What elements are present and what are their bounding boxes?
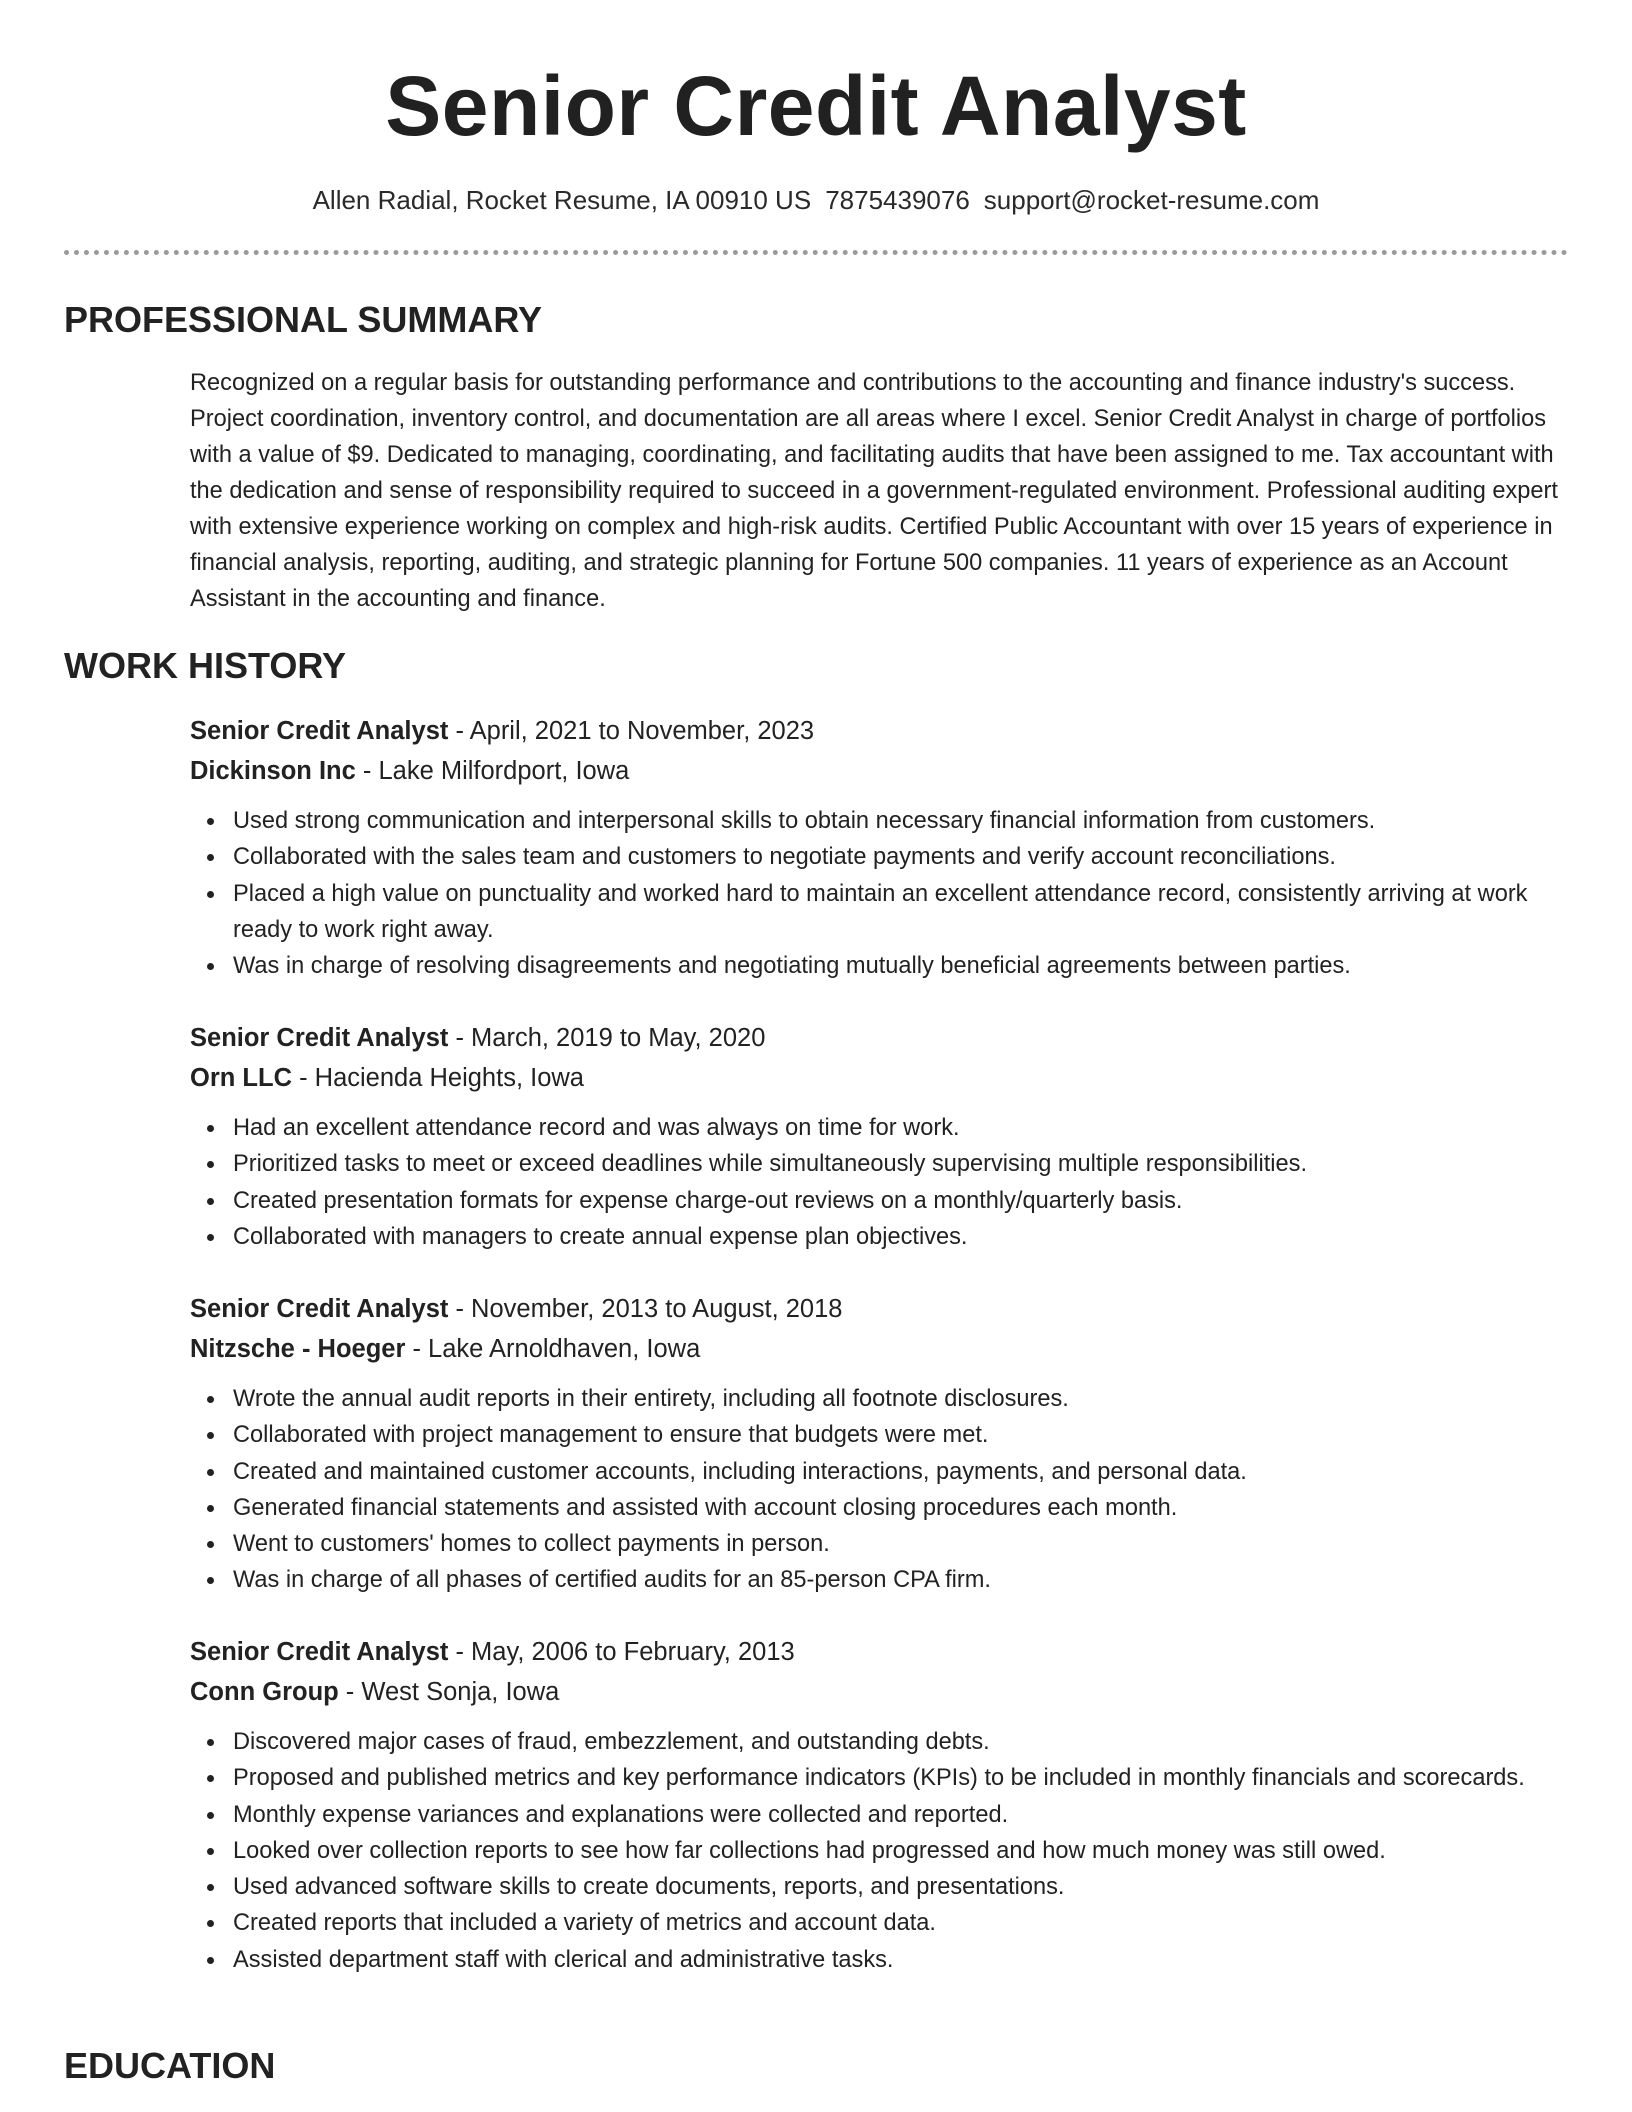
job-entry <box>190 1018 1565 1255</box>
job-bullet: Collaborated with managers to create annual expense plan objectives. <box>190 1219 1565 1255</box>
job-bullet: Prioritized tasks to meet or exceed deadlines while simultaneously supervising multiple responsibilities. <box>190 1146 1565 1182</box>
job-bullet: Collaborated with the sales team and customers to negotiate payments and verify account reconciliations. <box>190 839 1565 875</box>
contact-address: Allen Radial, Rocket Resume, IA 00910 US <box>312 185 812 215</box>
header-divider <box>64 250 1568 255</box>
job-bullet: Was in charge of all phases of certified audits for an 85-person CPA firm. <box>190 1562 1565 1598</box>
job-bullet: Used strong communication and interpersonal skills to obtain necessary financial information from customers. <box>190 803 1565 839</box>
job-company-line <box>190 1672 1565 1712</box>
job-title-line <box>190 711 1565 751</box>
job-bullet: Looked over collection reports to see how far collections had progressed and how much money was still owed. <box>190 1833 1565 1869</box>
job-bullet: Created presentation formats for expense charge-out reviews on a monthly/quarterly basis. <box>190 1183 1565 1219</box>
job-bullet: Generated financial statements and assisted with account closing procedures each month. <box>190 1490 1565 1526</box>
job-bullet: Placed a high value on punctuality and worked hard to maintain an excellent attendance record, consistently arriving at work ready to work right away. <box>190 876 1565 949</box>
job-bullets <box>190 1724 1565 1978</box>
job-entry <box>190 1632 1565 1978</box>
section-title-work-history: WORK HISTORY <box>64 645 347 686</box>
job-bullet: Created and maintained customer accounts, including interactions, payments, and personal data. <box>190 1454 1565 1490</box>
contact-email: support@rocket-resume.com <box>983 185 1320 215</box>
section-title-summary: PROFESSIONAL SUMMARY <box>64 299 543 340</box>
job-title-line <box>190 1018 1565 1058</box>
job-title: Senior Credit Analyst <box>190 1024 449 1052</box>
job-location: - Lake Arnoldhaven, Iowa <box>405 1335 701 1363</box>
job-title-line <box>190 1289 1565 1329</box>
job-dates: - April, 2021 to November, 2023 <box>448 717 815 745</box>
job-bullets <box>190 1381 1565 1599</box>
job-company-line <box>190 1058 1565 1098</box>
job-company: Conn Group <box>190 1678 339 1706</box>
job-bullet: Created reports that included a variety of metrics and account data. <box>190 1905 1565 1941</box>
job-bullet: Monthly expense variances and explanations were collected and reported. <box>190 1797 1565 1833</box>
job-company: Dickinson Inc <box>190 757 356 785</box>
section-title-education: EDUCATION <box>64 2045 276 2086</box>
job-dates: - May, 2006 to February, 2013 <box>448 1638 795 1666</box>
job-location: - West Sonja, Iowa <box>338 1678 560 1706</box>
job-title: Senior Credit Analyst <box>190 1295 449 1323</box>
contact-line <box>0 182 1632 218</box>
job-bullet: Assisted department staff with clerical and administrative tasks. <box>190 1942 1565 1978</box>
job-entry <box>190 711 1565 984</box>
job-dates: - March, 2019 to May, 2020 <box>448 1024 766 1052</box>
job-location: - Lake Milfordport, Iowa <box>355 757 630 785</box>
job-bullet: Collaborated with project management to ensure that budgets were met. <box>190 1417 1565 1453</box>
summary-text: Recognized on a regular basis for outstanding performance and contributions to the accounting and finance industry's success. Project coordination, inventory control, and documentation are all areas where I excel. Senior Credit Analyst in charge of portfolios with a value of $9. Dedicated to managing, coordinating, and facilitating audits that have been assigned to me. Tax accountant with the dedication and sense of responsibility required to succeed in a government-regulated environment. Professional auditing expert with extensive experience working on complex and high-risk audits. Certified Public Accountant with over 15 years of experience in financial analysis, reporting, auditing, and strategic planning for Fortune 500 companies. 11 years of experience as an Account Assistant in the accounting and finance. <box>190 370 1558 612</box>
job-entry <box>190 1289 1565 1599</box>
job-bullet: Used advanced software skills to create documents, reports, and presentations. <box>190 1869 1565 1905</box>
job-title-line <box>190 1632 1565 1672</box>
job-company: Nitzsche - Hoeger <box>190 1335 406 1363</box>
job-location: - Hacienda Heights, Iowa <box>292 1064 584 1092</box>
job-title: Senior Credit Analyst <box>190 1638 449 1666</box>
contact-phone: 7875439076 <box>825 185 970 215</box>
job-title: Senior Credit Analyst <box>190 717 449 745</box>
job-bullet: Had an excellent attendance record and was always on time for work. <box>190 1110 1565 1146</box>
job-bullet: Was in charge of resolving disagreements and negotiating mutually beneficial agreements between parties. <box>190 948 1565 984</box>
job-company-line <box>190 1329 1565 1369</box>
job-bullet: Went to customers' homes to collect payments in person. <box>190 1526 1565 1562</box>
page-title: Senior Credit Analyst <box>385 59 1247 153</box>
job-bullet: Wrote the annual audit reports in their entirety, including all footnote disclosures. <box>190 1381 1565 1417</box>
job-bullets <box>190 803 1565 984</box>
job-company: Orn LLC <box>190 1064 292 1092</box>
job-bullet: Discovered major cases of fraud, embezzlement, and outstanding debts. <box>190 1724 1565 1760</box>
job-company-line <box>190 751 1565 791</box>
job-bullet: Proposed and published metrics and key performance indicators (KPIs) to be included in monthly financials and scorecards. <box>190 1760 1565 1796</box>
job-dates: - November, 2013 to August, 2018 <box>448 1295 843 1323</box>
job-bullets <box>190 1110 1565 1255</box>
